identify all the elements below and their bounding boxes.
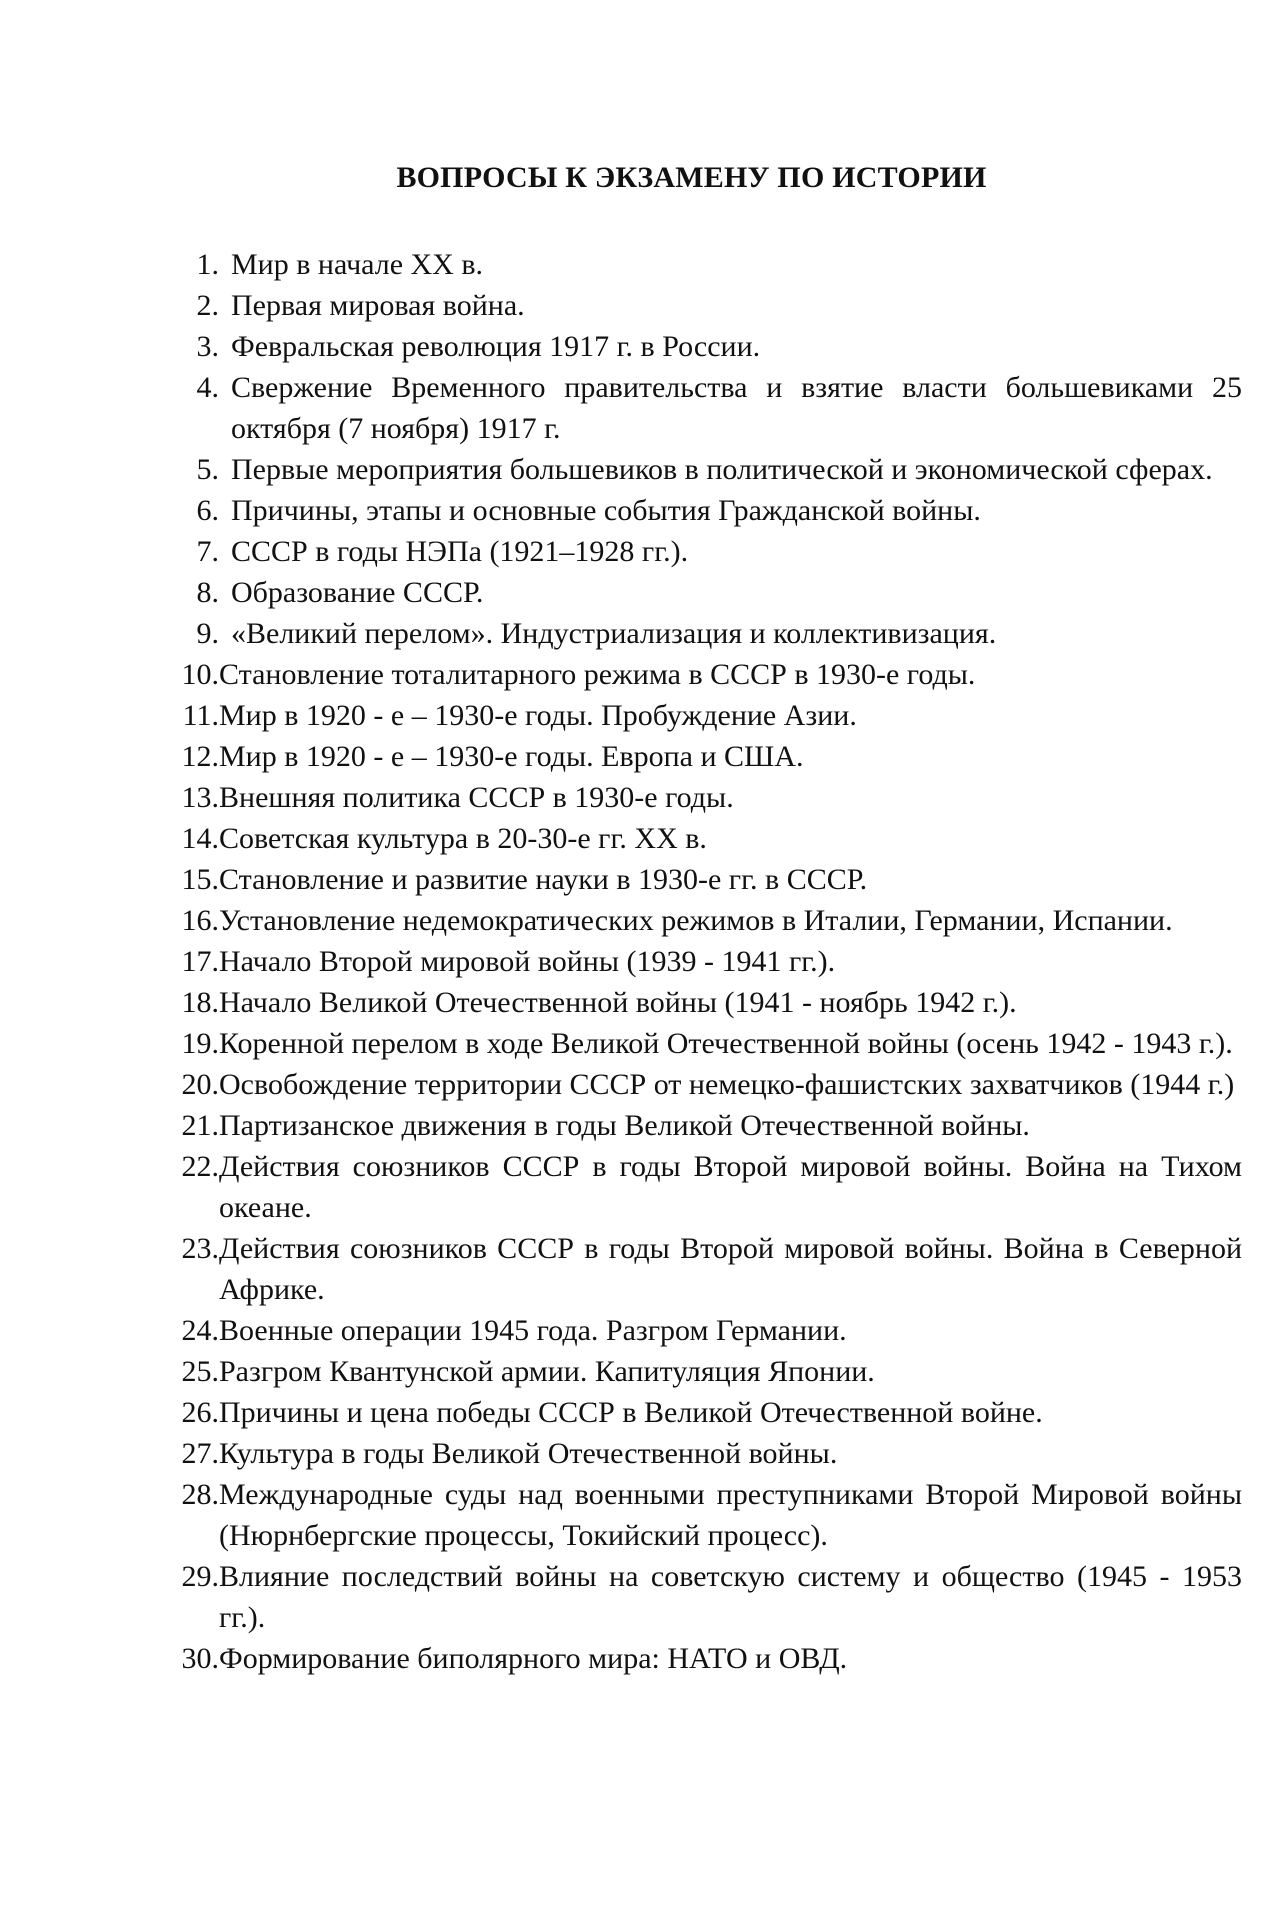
question-item [160,1556,1242,1638]
question-text: Разгром Квантунской армии. Капитуляция Японии. [219,1355,875,1388]
question-item [160,654,1242,695]
question-number: 28. [181,1478,219,1511]
page-title: ВОПРОСЫ К ЭКЗАМЕНУ ПО ИСТОРИИ [396,161,987,194]
question-text: Свержение Временного правительства и взятие власти большевиками 25 октября (7 ноября) 1917 г. [231,371,1242,445]
question-item [160,285,1242,326]
question-number: 19. [181,1027,219,1060]
question-item [160,1146,1242,1228]
question-number: 22. [181,1150,219,1183]
question-item [160,900,1242,941]
question-item [160,818,1242,859]
question-text: Начало Второй мировой войны (1939 - 1941 гг.). [219,945,836,978]
question-text: Международные суды над военными преступниками Второй Мировой войны (Нюрнбергские процессы, Токийский процесс). [219,1478,1242,1552]
question-text: Образование СССР. [231,576,484,609]
question-item [160,695,1242,736]
question-number: 25. [181,1355,219,1388]
question-text: Освобождение территории СССР от немецко-фашистских захватчиков (1944 г.) [219,1068,1235,1101]
question-number: 18. [181,986,219,1019]
question-item [160,1638,1242,1679]
question-text: Партизанское движения в годы Великой Отечественной войны. [219,1109,1030,1142]
question-text: Военные операции 1945 года. Разгром Германии. [219,1314,847,1347]
question-item [160,572,1242,613]
question-text: Мир в 1920 - е – 1930-е годы. Пробуждение Азии. [219,699,857,732]
question-number: 9. [196,617,219,650]
question-text: Причины и цена победы СССР в Великой Отечественной войне. [219,1396,1043,1429]
question-text: Установление недемократических режимов в Италии, Германии, Испании. [219,904,1173,937]
question-item [160,1023,1242,1064]
question-number: 29. [181,1560,219,1593]
question-number: 20. [181,1068,219,1101]
question-text: Начало Великой Отечественной войны (1941 - ноябрь 1942 г.). [219,986,1017,1019]
question-text: Первые мероприятия большевиков в политической и экономической сферах. [231,453,1213,486]
question-text: Формирование биполярного мира: НАТО и ОВД. [219,1642,848,1675]
question-number: 7. [196,535,219,568]
question-item [160,1392,1242,1433]
question-number: 2. [196,289,219,322]
question-item [160,613,1242,654]
question-number: 6. [196,494,219,527]
question-text: Мир в начале XX в. [231,248,484,281]
question-text: Причины, этапы и основные события Гражданской войны. [231,494,981,527]
question-item [160,490,1242,531]
question-item [160,326,1242,367]
question-number: 15. [181,863,219,896]
question-item [160,531,1242,572]
question-text: Коренной перелом в ходе Великой Отечественной войны (осень 1942 - 1943 г.). [219,1027,1233,1060]
question-number: 21. [181,1109,219,1142]
question-number: 26. [181,1396,219,1429]
question-item [160,244,1242,285]
question-item [160,1228,1242,1310]
question-number: 11. [182,699,219,732]
question-number: 4. [196,371,219,404]
question-text: Влияние последствий войны на советскую систему и общество (1945 - 1953 гг.). [219,1560,1242,1634]
question-text: СССР в годы НЭПа (1921–1928 гг.). [231,535,689,568]
question-item [160,1474,1242,1556]
question-number: 12. [181,740,219,773]
question-number: 10. [181,658,219,691]
question-number: 16. [181,904,219,937]
question-item [160,1310,1242,1351]
question-text: Первая мировая война. [231,289,525,322]
question-text: Советская культура в 20-30-е гг. XX в. [219,822,707,855]
question-item [160,941,1242,982]
question-number: 24. [181,1314,219,1347]
question-item [160,449,1242,490]
question-text: Действия союзников СССР в годы Второй мировой войны. Война на Тихом океане. [219,1150,1242,1224]
question-item [160,1351,1242,1392]
question-item [160,736,1242,777]
question-number: 13. [181,781,219,814]
question-text: «Великий перелом». Индустриализация и коллективизация. [231,617,997,650]
question-number: 14. [181,822,219,855]
question-list [160,244,1242,1679]
question-text: Февральская революция 1917 г. в России. [231,330,761,363]
question-item [160,777,1242,818]
question-number: 30. [181,1642,219,1675]
question-text: Культура в годы Великой Отечественной войны. [219,1437,838,1470]
question-item [160,1433,1242,1474]
question-number: 3. [196,330,219,363]
question-item [160,982,1242,1023]
question-text: Мир в 1920 - е – 1930-е годы. Европа и США. [219,740,804,773]
question-number: 17. [181,945,219,978]
question-text: Внешняя политика СССР в 1930-е годы. [219,781,734,814]
question-number: 27. [181,1437,219,1470]
question-number: 1. [196,248,219,281]
question-number: 8. [196,576,219,609]
question-number: 23. [181,1232,219,1265]
question-number: 5. [196,453,219,486]
question-item [160,1064,1242,1105]
question-item [160,1105,1242,1146]
question-text: Действия союзников СССР в годы Второй мировой войны. Война в Северной Африке. [219,1232,1242,1306]
question-text: Становление тоталитарного режима в СССР в 1930-е годы. [219,658,976,691]
question-text: Становление и развитие науки в 1930-е гг. в СССР. [219,863,868,896]
question-item [160,859,1242,900]
question-item [160,367,1242,449]
